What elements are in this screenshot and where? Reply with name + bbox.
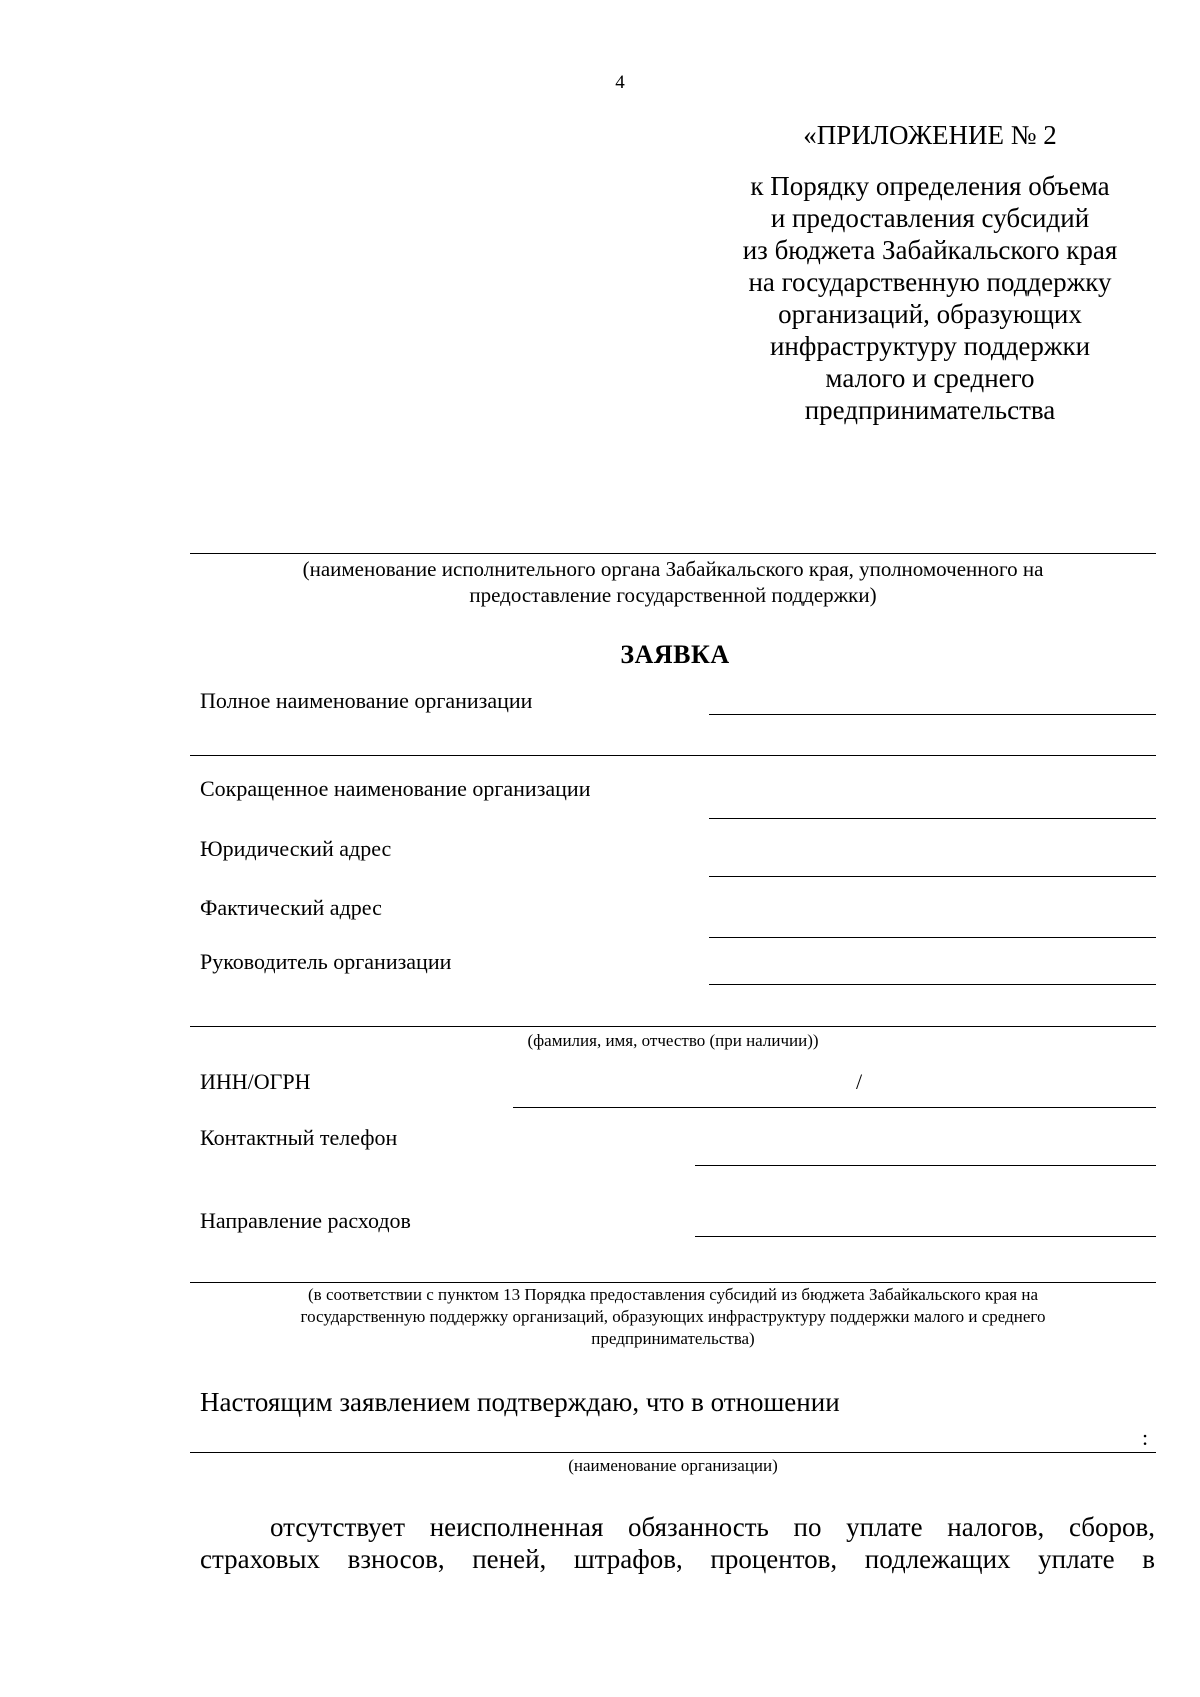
appendix-subtitle-line: из бюджета Забайкальского края bbox=[742, 235, 1118, 265]
authority-caption bbox=[190, 556, 1156, 608]
director-field[interactable] bbox=[709, 984, 1156, 985]
appendix-subtitle-line: инфраструктуру поддержки bbox=[769, 331, 1091, 361]
expenses-caption-line: (в соответствии с пунктом 13 Порядка предоставления субсидий из бюджета Забайкальского края на bbox=[308, 1285, 1038, 1304]
actual-address-label: Фактический адрес bbox=[200, 895, 382, 920]
actual-address-field[interactable] bbox=[709, 937, 1156, 938]
expenses-caption bbox=[190, 1284, 1156, 1350]
full-name-field-continuation[interactable] bbox=[190, 755, 1156, 756]
organization-name-caption: (наименование организации) bbox=[568, 1456, 778, 1475]
inn-ogrn-separator: / bbox=[856, 1069, 863, 1094]
authority-caption-line: (наименование исполнительного органа Забайкальского края, уполномоченного на bbox=[302, 557, 1044, 581]
inn-ogrn-field[interactable] bbox=[513, 1107, 1156, 1108]
full-name-field[interactable] bbox=[709, 714, 1156, 715]
director-label: Руководитель организации bbox=[200, 949, 452, 974]
declaration-colon: : bbox=[1142, 1425, 1149, 1450]
authority-underline[interactable] bbox=[190, 553, 1156, 554]
declaration-paragraph-line: страховых взносов, пеней, штрафов, процентов, подлежащих уплате в bbox=[200, 1544, 1155, 1574]
appendix-subtitle-line: и предоставления субсидий bbox=[770, 203, 1090, 233]
expenses-field[interactable] bbox=[695, 1236, 1156, 1237]
appendix-subtitle-line: на государственную поддержку bbox=[748, 267, 1112, 297]
phone-label: Контактный телефон bbox=[200, 1125, 398, 1150]
director-field-continuation[interactable] bbox=[190, 1026, 1156, 1027]
appendix-subtitle-line: организаций, образующих bbox=[778, 299, 1082, 329]
appendix-title: «ПРИЛОЖЕНИЕ № 2 bbox=[803, 120, 1057, 150]
expenses-caption-line: государственную поддержку организаций, образующих инфраструктуру поддержки малого и среднего bbox=[300, 1307, 1046, 1326]
phone-field[interactable] bbox=[695, 1165, 1156, 1166]
short-name-label: Сокращенное наименование организации bbox=[200, 776, 591, 801]
appendix-subtitle-line: предпринимательства bbox=[804, 395, 1056, 425]
inn-ogrn-label: ИНН/ОГРН bbox=[200, 1069, 311, 1094]
form-title: ЗАЯВКА bbox=[620, 640, 730, 669]
appendix-subtitle-line: к Порядку определения объема bbox=[750, 171, 1110, 201]
expenses-field-continuation[interactable] bbox=[190, 1282, 1156, 1283]
full-name-label: Полное наименование организации bbox=[200, 688, 533, 713]
expenses-label: Направление расходов bbox=[200, 1208, 411, 1233]
declaration-paragraph-line: отсутствует неисполненная обязанность по уплате налогов, сборов, bbox=[270, 1512, 1155, 1542]
declaration-intro: Настоящим заявлением подтверждаю, что в отношении bbox=[200, 1387, 840, 1417]
legal-address-field[interactable] bbox=[709, 876, 1156, 877]
expenses-caption-line: предпринимательства) bbox=[591, 1329, 755, 1348]
short-name-field[interactable] bbox=[709, 818, 1156, 819]
appendix-subtitle-line: малого и среднего bbox=[825, 363, 1035, 393]
appendix-subtitle bbox=[700, 170, 1160, 426]
director-caption: (фамилия, имя, отчество (при наличии)) bbox=[527, 1031, 819, 1050]
organization-name-field[interactable] bbox=[190, 1452, 1156, 1453]
page-number: 4 bbox=[615, 72, 625, 93]
authority-caption-line: предоставление государственной поддержки) bbox=[469, 583, 877, 607]
legal-address-label: Юридический адрес bbox=[200, 836, 392, 861]
